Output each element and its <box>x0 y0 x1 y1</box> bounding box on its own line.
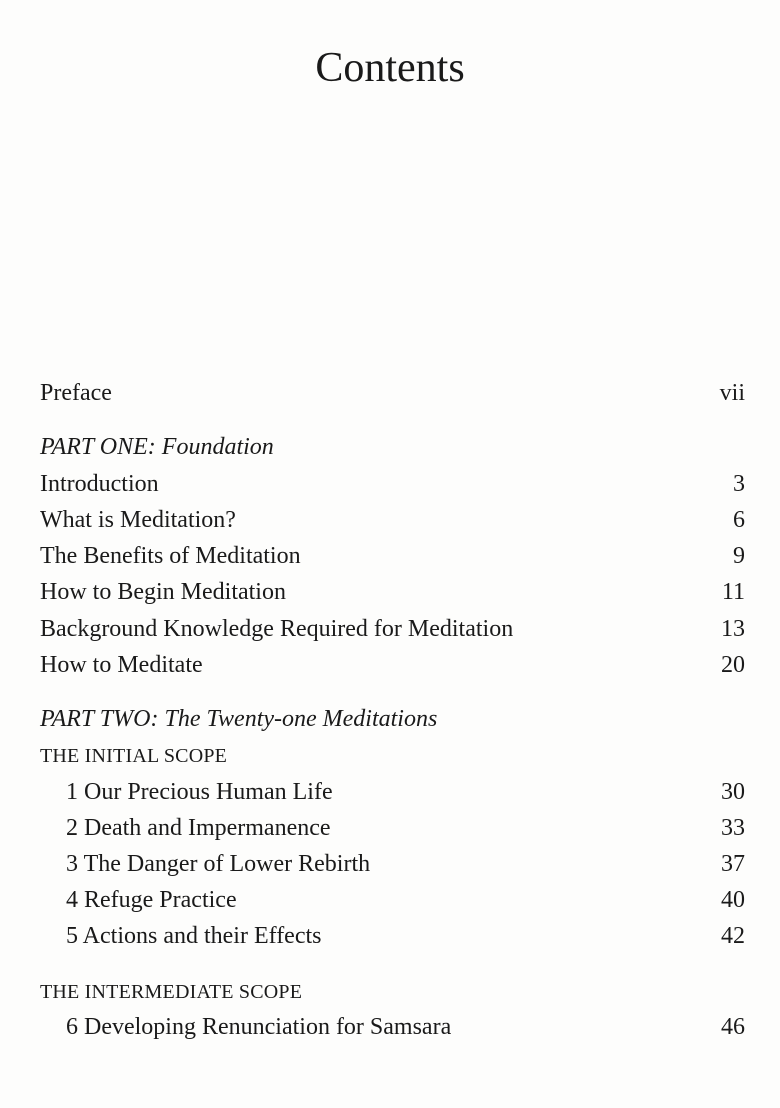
entry-page: 33 <box>721 815 745 841</box>
toc-entry[interactable] <box>40 612 745 646</box>
toc-entry-preface[interactable] <box>40 376 745 410</box>
toc-entry[interactable] <box>40 467 745 501</box>
entry-label: 4 Refuge Practice <box>66 887 237 913</box>
part-heading-text: PART ONE: Foundation <box>40 434 274 460</box>
toc-entry[interactable] <box>40 648 745 682</box>
toc-entry[interactable] <box>40 775 745 809</box>
entry-page: 9 <box>733 543 745 569</box>
entry-page: 11 <box>721 579 745 605</box>
toc-entry[interactable] <box>40 883 745 917</box>
entry-page: 42 <box>721 923 745 949</box>
entry-page: 37 <box>721 851 745 877</box>
part-heading-text: PART TWO: The Twenty-one Meditations <box>40 706 438 732</box>
entry-page: 6 <box>733 507 745 533</box>
entry-label: Preface <box>40 380 112 406</box>
entry-label: How to Meditate <box>40 652 203 678</box>
toc-entry[interactable] <box>40 503 745 537</box>
entry-label: 1 Our Precious Human Life <box>66 779 333 805</box>
entry-label: What is Meditation? <box>40 507 236 533</box>
part-two-heading <box>40 702 745 736</box>
entry-page: 30 <box>721 779 745 805</box>
entry-label: 3 The Danger of Lower Rebirth <box>66 851 371 877</box>
entry-page: vii <box>719 380 745 406</box>
entry-page: 3 <box>733 471 745 497</box>
entry-label: 5 Actions and their Effects <box>66 923 322 949</box>
page-title: Contents <box>315 45 465 91</box>
intermediate-scope-heading <box>40 975 745 1009</box>
scope-heading-text: THE INTERMEDIATE SCOPE <box>40 981 303 1003</box>
entry-label: How to Begin Meditation <box>40 579 286 605</box>
initial-scope-heading <box>40 739 745 773</box>
entry-page: 40 <box>721 887 745 913</box>
entry-page: 13 <box>721 616 745 642</box>
entry-page: 20 <box>721 652 745 678</box>
scope-heading-text: THE INITIAL SCOPE <box>40 745 228 767</box>
toc-entry[interactable] <box>40 811 745 845</box>
entry-label: The Benefits of Meditation <box>40 543 301 569</box>
toc-entry[interactable] <box>40 575 745 609</box>
entry-label: 2 Death and Impermanence <box>66 815 331 841</box>
toc-entry[interactable] <box>40 539 745 573</box>
entry-label: Introduction <box>40 471 159 497</box>
toc-entry[interactable] <box>40 1010 745 1044</box>
entry-page: 46 <box>721 1014 745 1040</box>
toc-entry[interactable] <box>40 919 745 953</box>
entry-label: Background Knowledge Required for Meditation <box>40 616 514 642</box>
toc-entry[interactable] <box>40 847 745 881</box>
part-one-heading <box>40 430 745 464</box>
entry-label: 6 Developing Renunciation for Samsara <box>66 1014 452 1040</box>
